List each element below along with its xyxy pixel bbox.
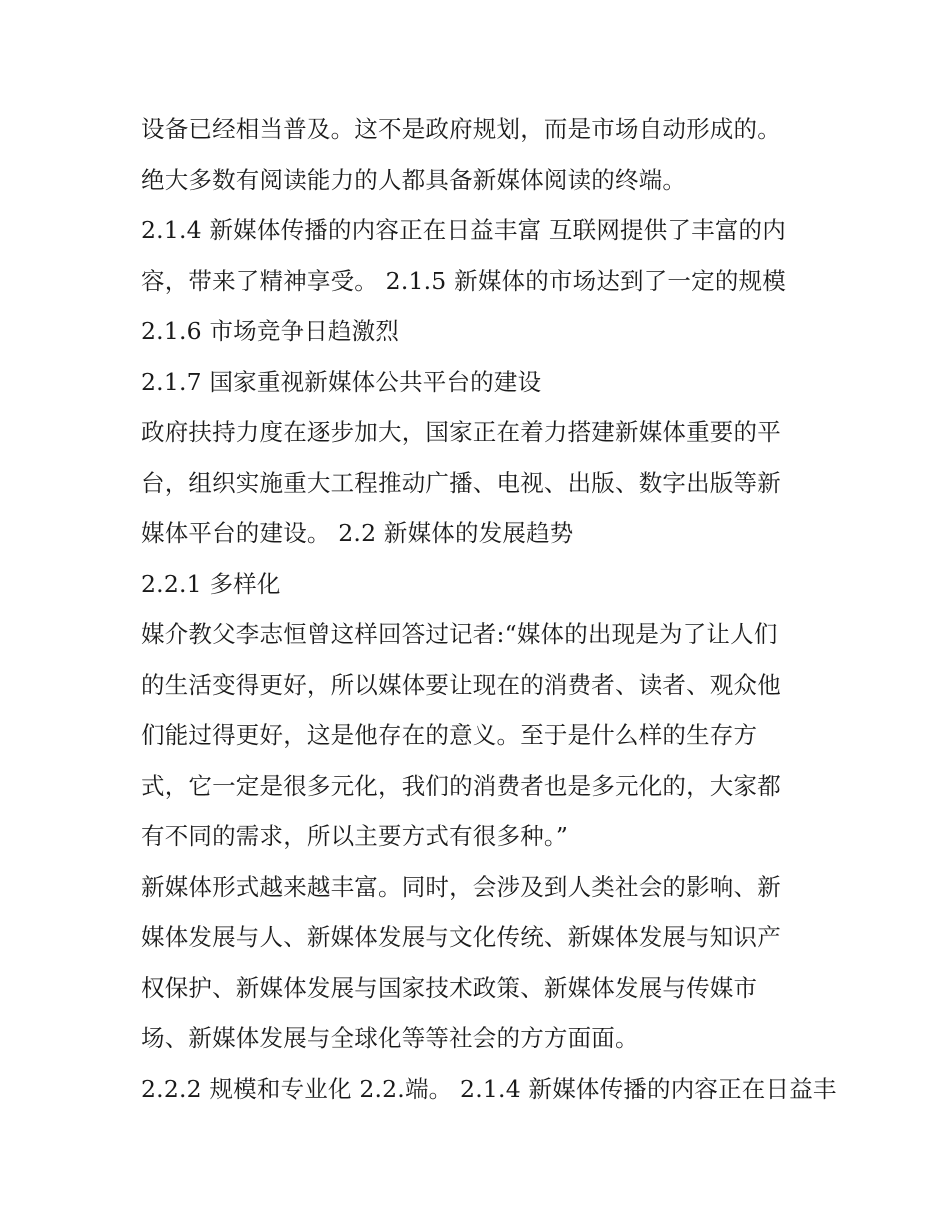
text-line: 媒体发展与人、新媒体发展与文化传统、新媒体发展与知识产 xyxy=(141,923,781,951)
text-line: 媒体平台的建设。 2.2 新媒体的发展趋势 xyxy=(141,519,574,547)
text-line: 式，它一定是很多元化，我们的消费者也是多元化的，大家都 xyxy=(141,771,781,800)
text-line: 们能过得更好，这是他存在的意义。至于是什么样的生存方 xyxy=(141,721,758,749)
section-heading-2-1-7: 2.1.7 国家重视新媒体公共平台的建设 xyxy=(141,367,542,396)
text-line: 绝大多数有阅读能力的人都具备新媒体阅读的终端。 xyxy=(141,165,687,194)
text-line: 权保护、新媒体发展与国家技术政策、新媒体发展与传媒市 xyxy=(141,973,758,1002)
text-line: 新媒体形式越来越丰富。同时，会涉及到人类社会的影响、新 xyxy=(141,872,781,901)
text-line: 媒介教父李志恒曾这样回答过记者:“媒体的出现是为了让人们 xyxy=(141,620,778,648)
section-heading-2-2-2: 2.2.2 规模和专业化 2.2.端。 2.1.4 新媒体传播的内容正在日益丰 xyxy=(141,1074,837,1103)
section-heading-2-1-6: 2.1.6 市场竞争日趋激烈 xyxy=(141,317,400,345)
text-line: 2.1.4 新媒体传播的内容正在日益丰富 互联网提供了丰富的内 xyxy=(141,216,786,244)
text-line: 政府扶持力度在逐步加大，国家正在着力搭建新媒体重要的平 xyxy=(141,418,781,446)
text-line: 场、新媒体发展与全球化等等社会的方方面面。 xyxy=(141,1024,639,1052)
text-line: 台，组织实施重大工程推动广播、电视、出版、数字出版等新 xyxy=(141,468,781,497)
text-line: 设备已经相当普及。这不是政府规划，而是市场自动形成的。 xyxy=(141,115,781,143)
document-body xyxy=(141,104,837,1114)
section-heading-2-2-1: 2.2.1 多样化 xyxy=(141,569,281,598)
text-line: 有不同的需求，所以主要方式有很多种。” xyxy=(141,822,569,850)
text-line: 容，带来了精神享受。 2.1.5 新媒体的市场达到了一定的规模 xyxy=(141,266,786,295)
text-line: 的生活变得更好，所以媒体要让现在的消费者、读者、观众他 xyxy=(141,670,781,699)
